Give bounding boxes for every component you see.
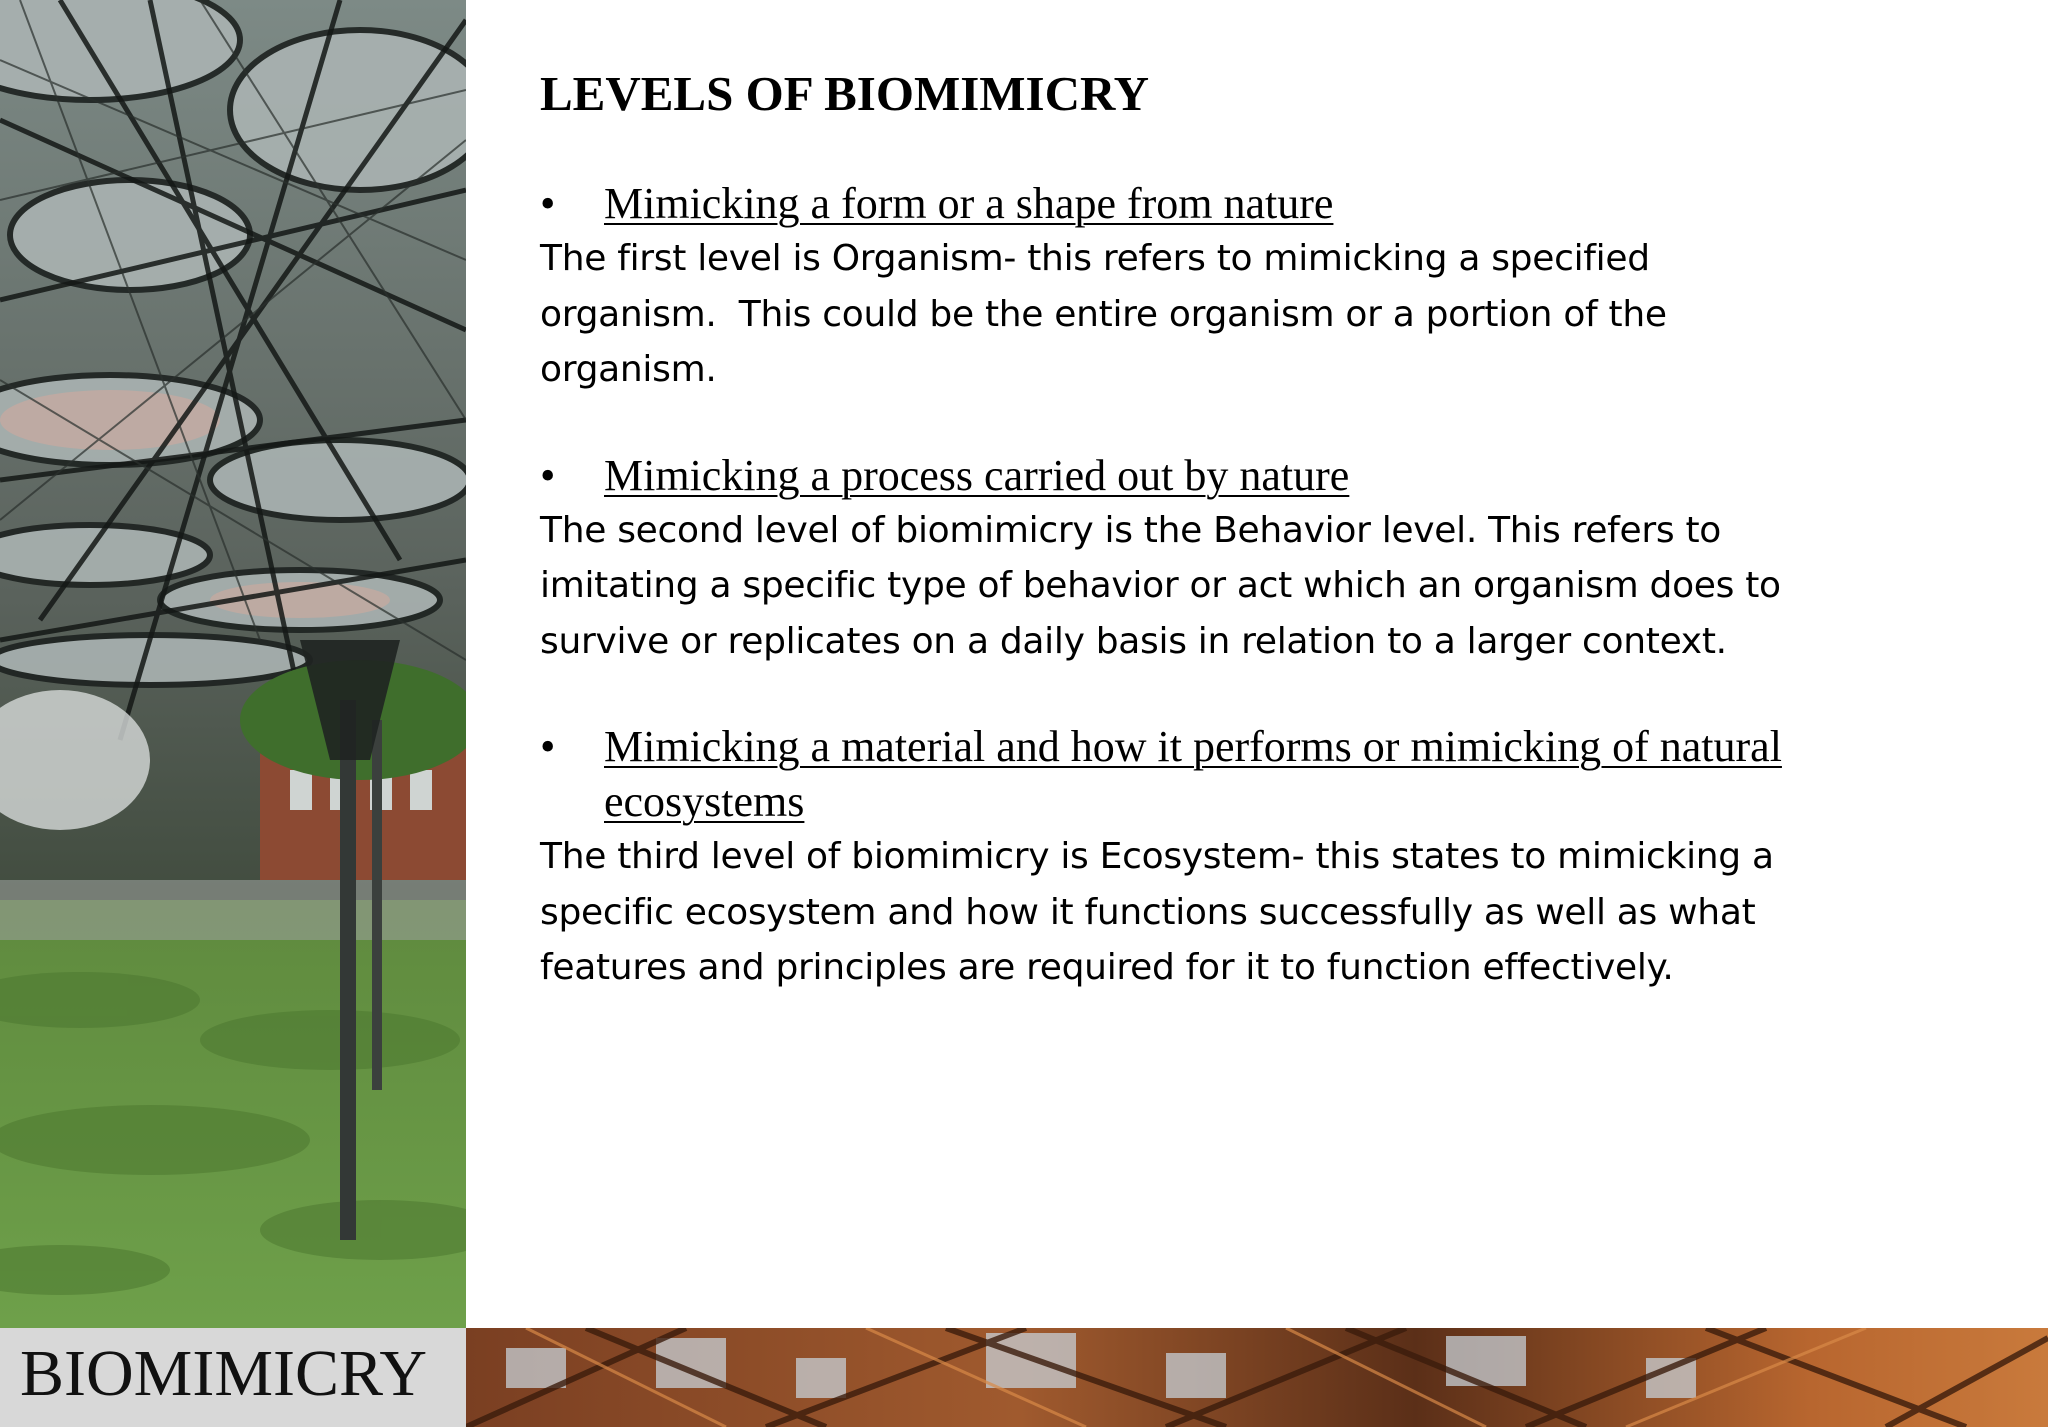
level-description: The third level of biomimicry is Ecosystem- this states to mimicking a specific ecosystem and how it functions successfully as well as what features and principles are required for it to function effectively.: [540, 836, 1785, 988]
level-heading-row: [540, 176, 1830, 231]
level-behavior: [540, 448, 1830, 670]
level-heading-row: [540, 719, 1830, 829]
pavilion-photo: [0, 0, 466, 1328]
lattice-photo-graphic: [466, 1328, 2048, 1427]
level-heading: Mimicking a material and how it performs or mimicking of natural ecosystems: [604, 722, 1782, 826]
pavilion-photo-graphic: [0, 0, 466, 1328]
level-heading: Mimicking a process carried out by nature: [604, 450, 1350, 500]
slide-content: [540, 64, 1830, 1046]
level-description: The second level of biomimicry is the Behavior level. This refers to imitating a specific type of behavior or act which an organism does to survive or replicates on a daily basis in relation to a larger context.: [540, 509, 1792, 662]
lattice-photo: [466, 1328, 2048, 1427]
level-description: The first level is Organism- this refers to mimicking a specified organism. This could be the entire organism or a portion of the organism.: [540, 238, 1678, 390]
level-heading-row: [540, 448, 1830, 503]
level-organism: [540, 176, 1830, 398]
brand-label-box: [0, 1328, 466, 1427]
bullet-icon: •: [540, 450, 556, 500]
brand-label: BIOMIMICRY: [20, 1337, 428, 1410]
bullet-icon: •: [540, 179, 556, 228]
bullet-icon: •: [540, 722, 556, 771]
slide-title: LEVELS OF BIOMIMICRY: [540, 66, 1150, 121]
level-ecosystem: [540, 719, 1830, 996]
level-heading: Mimicking a form or a shape from nature: [604, 179, 1334, 228]
